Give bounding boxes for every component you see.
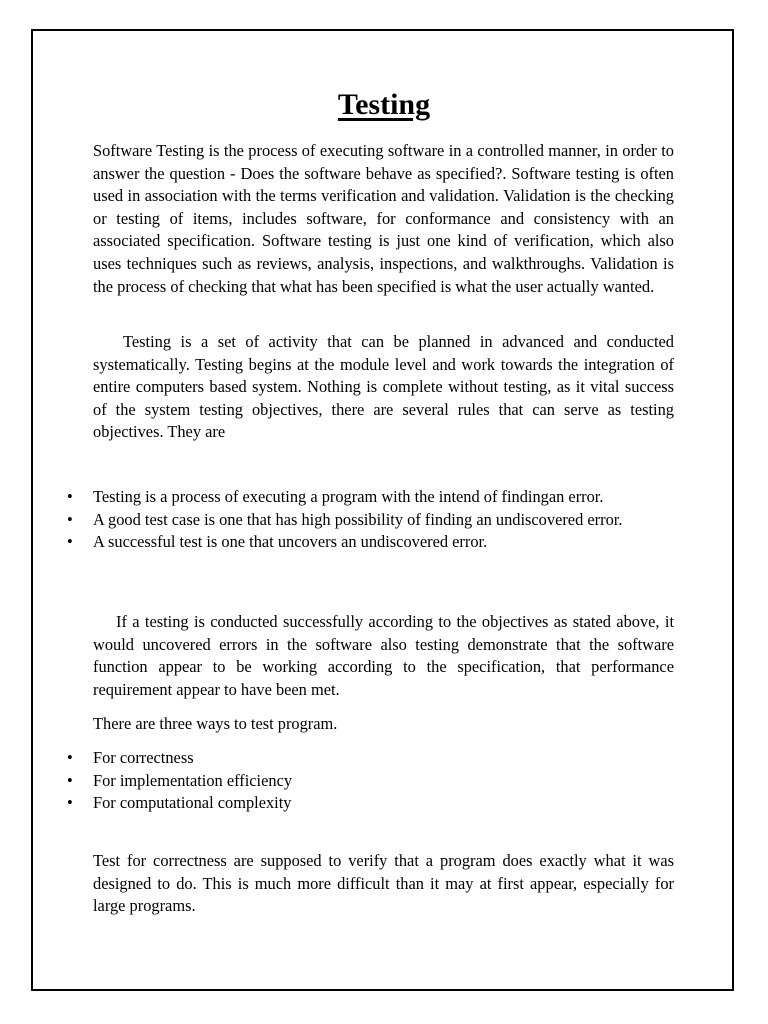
correctness-paragraph: Test for correctness are supposed to verify that a program does exactly what it was designed to do. This is much more difficult than it may at first appear, especially for large programs. (93, 851, 674, 916)
page-title: Testing (337, 88, 431, 121)
list-item: • A good test case is one that has high possibility of finding an undiscovered error. (93, 509, 674, 532)
conducted-testing-paragraph: If a testing is conducted successfully according to the objectives as stated above, it would uncovered errors in the software also testing demonstrate that the software function appear to be working according to the specification, that performance requirement appear to have been met. (93, 612, 674, 699)
test-ways-list (93, 747, 674, 815)
list-item: • For computational complexity (93, 792, 674, 815)
testing-objectives-list (93, 486, 674, 554)
list-item: • Testing is a process of executing a program with the intend of findingan error. (93, 486, 674, 509)
testing-definition-paragraph: Testing is a set of activity that can be planned in advanced and conducted systematically. Testing begins at the module level and work towards the integration of entire computers based system. Nothing is complete without testing, as it vital success of the system testing objectives, there are several rules that can serve as testing objectives. They are (93, 332, 674, 442)
list-item: • A successful test is one that uncovers an undiscovered error. (93, 531, 674, 554)
intro-paragraph: Software Testing is the process of executing software in a controlled manner, in order to answer the question - Does the software behave as specified?. Software testing is often used in association with the terms verification and validation. Validation is the checking or testing of items, includes software, for conformance and consistency with an associated specification. Software testing is just one kind of verification, which also uses techniques such as reviews, analysis, inspections, and walkthroughs. Validation is the process of checking that what has been specified is what the user actually wanted. (93, 141, 674, 296)
list-item: • For implementation efficiency (93, 770, 674, 793)
three-ways-paragraph: There are three ways to test program. (93, 714, 338, 733)
list-item: • For correctness (93, 747, 674, 770)
